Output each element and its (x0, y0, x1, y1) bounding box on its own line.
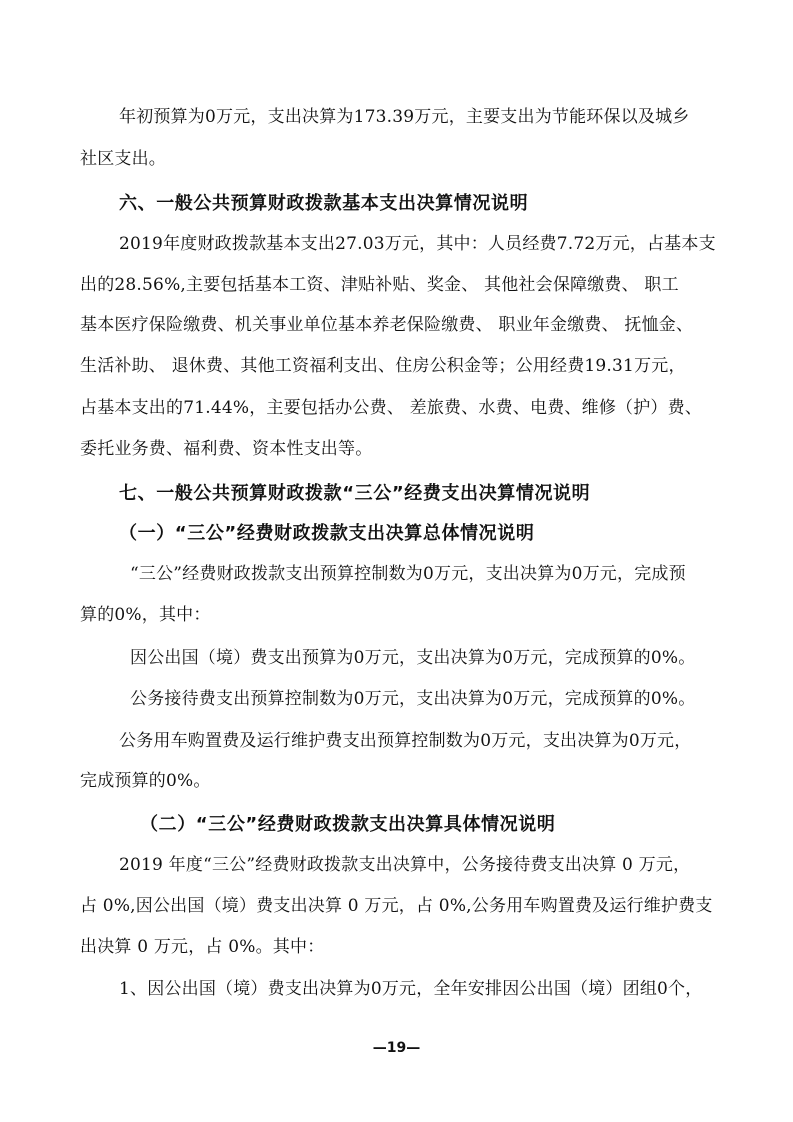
paragraph-line: 生活补助、 退休费、其他工资福利支出、住房公积金等；公用经费19.31万元， (80, 356, 686, 376)
paragraph-line: 算的0%，其中： (80, 605, 211, 625)
paragraph-line: 基本医疗保险缴费、机关事业单位基本养老保险缴费、 职业年金缴费、 抚恤金、 (80, 315, 694, 335)
paragraph-line: 出的28.56%,主要包括基本工资、津贴补贴、奖金、 其他社会保障缴费、 职工 (80, 275, 679, 295)
paragraph-line: 2019年度财政拨款基本支出27.03万元，其中：人员经费7.72万元，占基本支 (119, 234, 716, 254)
subsection-heading: （二）“三公”经费财政拨款支出决算具体情况说明 (140, 814, 556, 835)
section-heading: 七、一般公共预算财政拨款“三公”经费支出决算情况说明 (119, 483, 591, 504)
paragraph-line: 出决算 0 万元，占 0%。其中： (80, 937, 325, 957)
paragraph-line: 因公出国（境）费支出预算为0万元，支出决算为0万元，完成预算的0%。 (130, 648, 696, 668)
section-heading: 六、一般公共预算财政拨款基本支出决算情况说明 (119, 193, 529, 214)
paragraph-line: 委托业务费、福利费、资本性支出等。 (80, 439, 373, 459)
paragraph-line: 完成预算的0%。 (80, 771, 211, 791)
paragraph-line: “三公”经费财政拨款支出预算控制数为0万元，支出决算为0万元，完成预 (130, 564, 686, 584)
paragraph-line: 占基本支出的71.44%，主要包括办公费、 差旅费、水费、电费、维修（护）费、 (80, 398, 703, 418)
page-number: —19— (372, 1040, 421, 1056)
paragraph-line: 年初预算为0万元，支出决算为173.39万元，主要支出为节能环保以及城乡 (119, 107, 690, 127)
paragraph-line: 社区支出。 (80, 149, 166, 169)
subsection-heading: （一）“三公”经费财政拨款支出决算总体情况说明 (119, 523, 535, 544)
paragraph-line: 占 0%,因公出国（境）费支出决算 0 万元，占 0%,公务用车购置费及运行维护费支 (80, 896, 713, 916)
paragraph-line: 2019 年度“三公”经费财政拨款支出决算中，公务接待费支出决算 0 万元， (119, 855, 691, 875)
paragraph-line: 1、因公出国（境）费支出决算为0万元，全年安排因公出国（境）团组0个， (119, 979, 703, 999)
paragraph-line: 公务用车购置费及运行维护费支出预算控制数为0万元，支出决算为0万元， (119, 731, 692, 751)
paragraph-line: 公务接待费支出预算控制数为0万元，支出决算为0万元，完成预算的0%。 (130, 689, 696, 709)
